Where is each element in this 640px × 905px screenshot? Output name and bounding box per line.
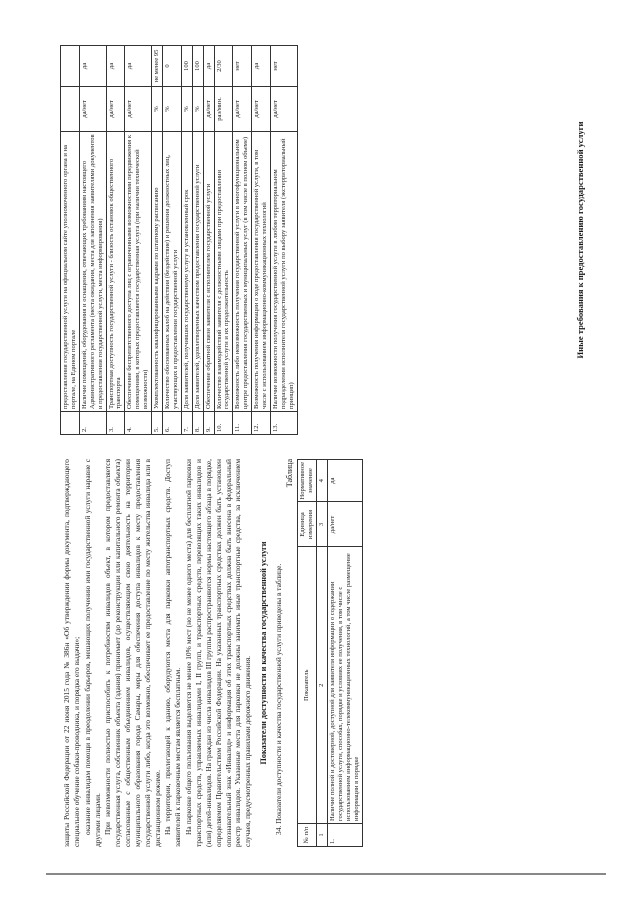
unit-cell: да/нет	[270, 87, 297, 132]
unit-cell: да/нет	[328, 502, 363, 547]
value-cell: 100	[181, 46, 192, 87]
unit-cell: да/нет	[106, 87, 125, 132]
indicator-cell: предоставления государственной услуги на официальном сайте уполномоченного органа и на портале, на Едином портале	[61, 132, 80, 412]
indicator-cell: Возможность либо невозможность получения государственной услуги в многофункциональном центре предоставления государственных и муниципальных услуг (в том числе в полном объеме)	[233, 132, 252, 412]
row-number: 12.	[252, 412, 271, 435]
indicator-cell: Доля заявителей, удовлетворенных качеством предоставления государственной услуги	[192, 132, 203, 412]
unit-cell: раз/мин.	[214, 87, 233, 132]
left-text-column	[62, 459, 363, 847]
table-row	[233, 46, 252, 435]
column-number: 2	[317, 547, 328, 824]
table-row	[162, 46, 181, 435]
table-row	[203, 46, 214, 435]
unit-cell: %	[181, 87, 192, 132]
bottom-heading: Иные требования к предоставлению государственной услуги	[575, 121, 585, 359]
value-cell: да	[79, 46, 106, 87]
unit-cell: да/нет	[252, 87, 271, 132]
row-number: 7.	[181, 412, 192, 435]
value-cell: нет	[233, 46, 252, 87]
table-row	[328, 460, 363, 847]
unit-cell: да/нет	[233, 87, 252, 132]
table-row	[181, 46, 192, 435]
header-cell: № п/п	[298, 824, 317, 847]
table-row	[214, 46, 233, 435]
unit-cell: %	[162, 87, 181, 132]
row-number: 3.	[106, 412, 125, 435]
unit-cell: %	[152, 87, 163, 132]
row-number: 1.	[328, 824, 363, 847]
row-number: 11.	[233, 412, 252, 435]
paragraph: На территории, прилегающей к зданию, оборудуются места для парковки автотранспортных средств. Доступ заявителей к парковочным местам является бесплатным.	[163, 459, 183, 847]
column-number-row	[317, 460, 328, 847]
table-row	[270, 46, 297, 435]
table-row	[192, 46, 203, 435]
row-number: 9.	[203, 412, 214, 435]
table-row	[252, 46, 271, 435]
indicator-cell: Транспортная доступность государственной услуги - близость остановок общественного транспорта	[106, 132, 125, 412]
row-number: 4.	[125, 412, 152, 435]
value-cell: 100	[192, 46, 203, 87]
value-cell: да	[252, 46, 271, 87]
indicators-table-part2	[60, 45, 298, 435]
indicator-cell: Обеспечение обратной связи заявителя с исполнителем государственной услуги	[203, 132, 214, 412]
indicator-cell: Наличие возможности получения государственной услуги в любом территориальном подразделении исполнителя государственной услуги по выбору заявителя (экстерриториальный принцип)	[270, 132, 297, 412]
value-cell: 2/30	[214, 46, 233, 87]
table-header-row	[298, 460, 317, 847]
section-intro: 34. Показатели доступности и качества государственной услуги приведены в таблице.	[273, 563, 283, 835]
paragraph: защиты Российской Федерации от 22 июня 2015 года № 386н «Об утверждении формы документа, подтверждающего специальное обучение собаки-проводника, и порядка его выдачи»;	[62, 459, 81, 847]
table-caption: Таблица	[284, 459, 294, 488]
unit-cell: %	[192, 87, 203, 132]
row-number: 10.	[214, 412, 233, 435]
value-cell: да	[328, 460, 363, 503]
section-title: Показатели доступности и качества государственной услуги	[259, 541, 269, 765]
paragraph: На парковке общего пользования выделяется не менее 10% мест (но не менее одного места) для бесплатной парковки транспортных средств, управляемых инвалидами I, II групп, и транспортных средств, перевозящих таких инвалидов и (или) детей-инвалидов. На граждан из числа инвалидов III группы распространяются нормы настоящего абзаца в порядке, определяемом Правительством Российской Федерации. На указанных транспортных средствах должен быть установлен опознавательный знак «Инвалид» и информация об этих транспортных средствах должна быть внесена в федеральный реестр инвалидов. Указанные места для парковки не должны занимать иные транспортные средства, за исключением случаев, предусмотренных правилами дорожного движения.	[184, 459, 253, 847]
column-number: 1	[317, 824, 328, 847]
table-row	[61, 46, 80, 435]
row-number: 8.	[192, 412, 203, 435]
row-number: 6.	[162, 412, 181, 435]
row-number: 2.	[79, 412, 106, 435]
header-cell: Нормативное значение	[298, 460, 317, 503]
scan-edge-line	[46, 873, 606, 875]
indicator-cell: Укомплектованность квалифицированными кадрами по штатному расписанию	[152, 132, 163, 412]
paragraph: При невозможности полностью приспособить к потребностям инвалидов объект, в котором предоставляется государственная услуга, собственник объекта (здания) принимает (до реконструкции или капитального ремонта объекта) согласованные с общественным объединением инвалидов, осуществляющим свою деятельность на территории муниципального образования города Самары, меры для обеспечения доступа инвалидов к месту предоставления государственной услуги либо, когда это возможно, обеспечивает ее предоставление по месту жительства инвалида или в дистанционном режиме.	[103, 459, 162, 847]
unit-cell: да/нет	[79, 87, 106, 132]
indicators-table-part1	[297, 459, 362, 847]
header-cell: Единица измерения	[298, 502, 317, 547]
table-row	[79, 46, 106, 435]
value-cell: нет	[270, 46, 297, 87]
indicator-cell: Наличие помещений, оборудования и оснащения, отвечающих требованиям настоящего Административного регламента (места ожидания, места для заполнения заявителями документов и предоставления государственной услуги, места информирования)	[79, 132, 106, 412]
unit-cell: да/нет	[125, 87, 152, 132]
value-cell	[61, 46, 80, 87]
value-cell: не менее 95	[152, 46, 163, 87]
header-cell: Показатель	[298, 547, 317, 824]
unit-cell: да/нет	[203, 87, 214, 132]
indicator-cell: Обеспечение беспрепятственного доступа лиц с ограниченными возможностями передвижения к помещениям, в которых предоставляется государственная услуга (при наличии технической возможности)	[125, 132, 152, 412]
row-number: 5.	[152, 412, 163, 435]
value-cell: 0	[162, 46, 181, 87]
table-row	[125, 46, 152, 435]
row-number	[61, 412, 80, 435]
indicator-cell: Доля заявителей, получивших государственную услугу в установленный срок	[181, 132, 192, 412]
indicator-cell: Возможность получения информации о ходе предоставления государственной услуги, в том числе с использованием информационно-коммуникационных технологий	[252, 132, 271, 412]
column-number: 3	[317, 502, 328, 547]
paragraph: оказание инвалидам помощи в преодолении барьеров, мешающих получению ими государственной услуги наравне с другими лицами.	[82, 459, 102, 847]
table-row	[106, 46, 125, 435]
indicator-cell: Количество взаимодействий заявителя с должностными лицами при предоставлении государственной услуги и их продолжительность	[214, 132, 233, 412]
value-cell: да	[203, 46, 214, 87]
row-number: 13.	[270, 412, 297, 435]
indicator-cell: Количество обоснованных жалоб на действия (бездействие) и решения должностных лиц, участвующих в предоставлении государственной услуги	[162, 132, 181, 412]
value-cell: да	[106, 46, 125, 87]
unit-cell	[61, 87, 80, 132]
table-row	[152, 46, 163, 435]
column-number: 4	[317, 460, 328, 503]
value-cell: да	[125, 46, 152, 87]
indicator-cell: Наличие полной и достоверной, доступной для заявителя информации о содержании государственной услуги, способах, порядке и условиях ее получения, в том числе с использованием информационно-телекоммуникационных технологий, а том числе размещение информации в порядке	[328, 547, 363, 824]
